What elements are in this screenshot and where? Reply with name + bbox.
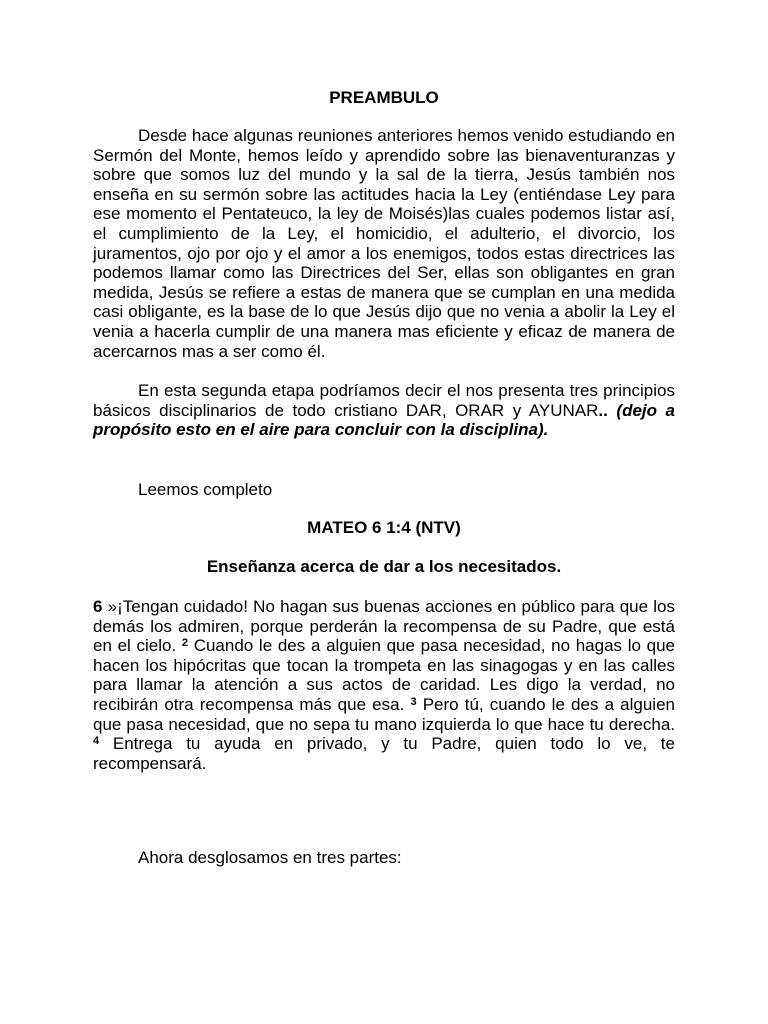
section-heading: Enseñanza acerca de dar a los necesitados. [206,557,562,576]
verse-number-2: 2 [181,637,189,650]
paragraph-principles-text: En esta segunda etapa podríamos decir el nos presenta tres principios básicos disciplinarios de todo cristiano DAR, ORAR y AYUNAR [93,381,675,420]
verse-text-1: »¡Tengan cuidado! No hagan sus buenas acciones en público para que los demás los admiren, porque perderán la recompensa de su Padre, que está en el cielo. [93,597,675,656]
verse-text-2: Cuando le des a alguien que pasa necesidad, no hagas lo que hacen los hipócritas que tocan la trompeta en las sinagogas y en las calles para llamar la atención a sus actos de caridad. Les digo la verdad, no recibirán otra recompensa más que esa. [93,636,675,714]
paragraph-principles-dots: .. [598,400,608,420]
reading-intro: Leemos completo [138,480,273,499]
paragraph-intro: Desde hace algunas reuniones anteriores hemos venido estudiando en Sermón del Monte, hemos leído y aprendido sobre las bienaventuranzas y sobre que somos luz del mundo y la sal de la tierra, Jesús también nos enseña en su sermón sobre las actitudes hacia la Ley (entiéndase Ley para ese momento el Pentateuco, la ley de Moisés)las cuales podemos listar así, el cumplimiento de la Ley, el homicidio, el adulterio, el divorcio, los juramentos, ojo por ojo y el amor a los enemigos, todos estas directrices las podemos llamar como las Directrices del Ser, ellas son obligantes en gran medida, Jesús se refiere a estas de manera que se cumplan en una medida casi obligante, es la base de lo que Jesús dijo que no venia a abolir la Ley el venia a hacerla cumplir de una manera mas eficiente y eficaz de manera de acercarnos mas a ser como él. [93,126,675,361]
verse-number-4: 4 [93,735,100,748]
scripture-reference: MATEO 6 1:4 (NTV) [307,518,461,537]
verse-number-3: 3 [410,695,417,708]
scripture-passage [93,597,675,773]
closing-line: Ahora desglosamos en tres partes: [138,848,402,867]
verse-number-1: 6 [93,597,103,616]
verse-text-3: Pero tú, cuando le des a alguien que pasa necesidad, que no sepa tu mano izquierda lo que hace tu derecha. [93,694,675,734]
paragraph-principles-emphasis: (dejo a propósito esto en el aire para concluir con la disciplina). [93,400,676,440]
paragraph-principles [93,381,675,440]
document-title: PREAMBULO [329,88,439,107]
verse-text-4: Entrega tu ayuda en privado, y tu Padre, quien todo lo ve, te recompensará. [93,734,675,773]
